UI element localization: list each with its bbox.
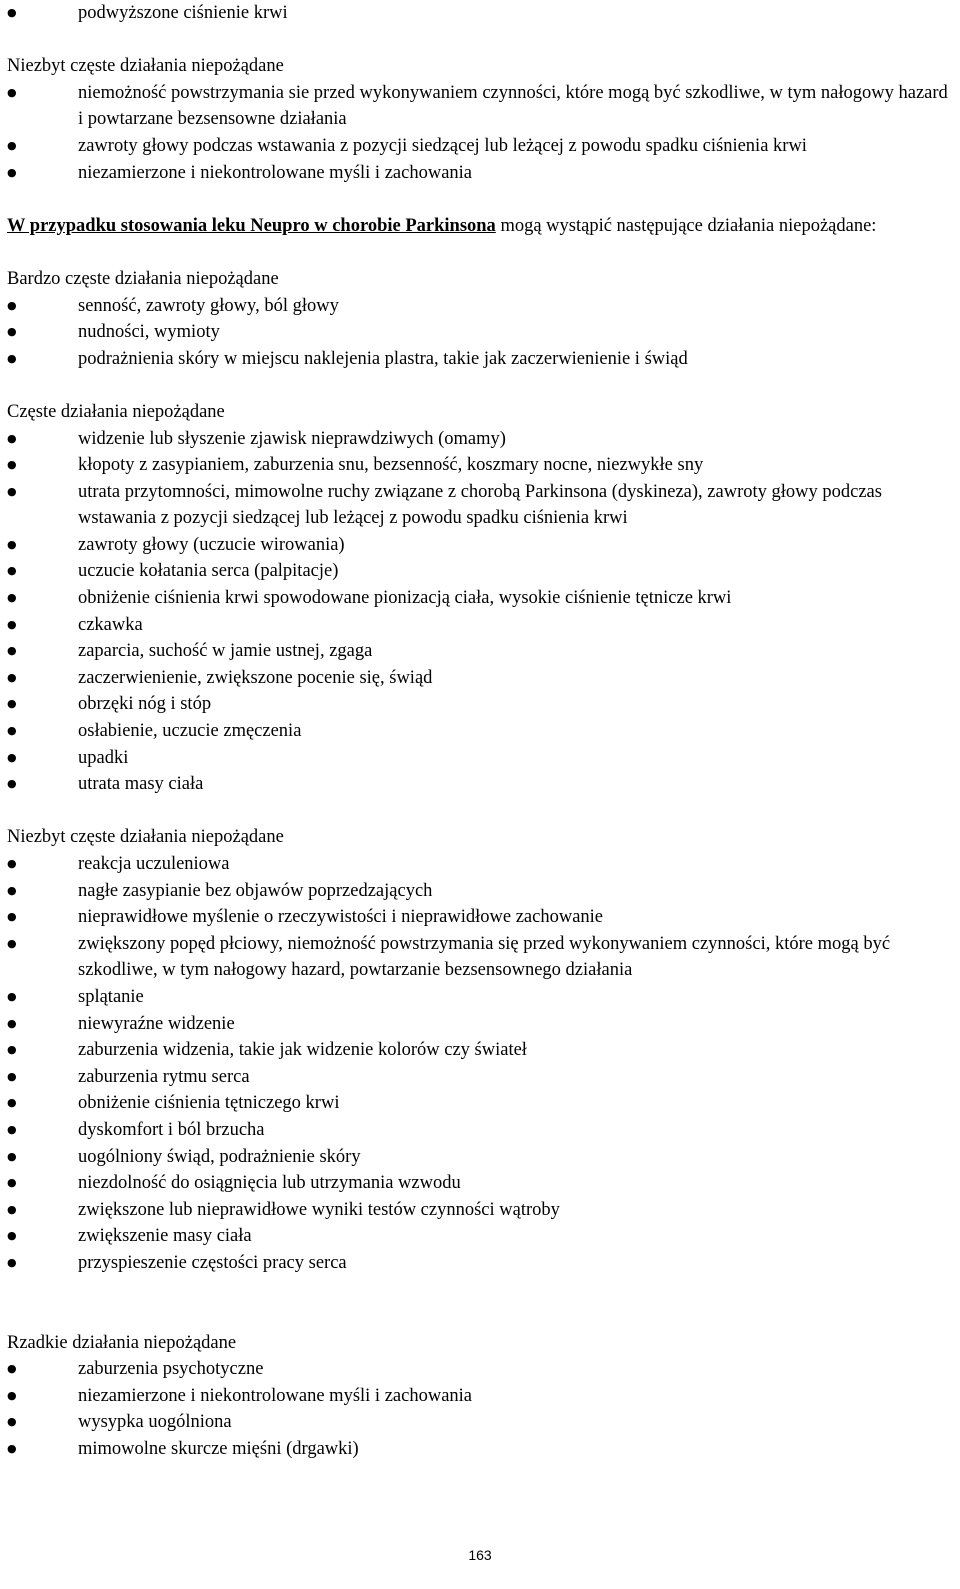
- list-item-text: kłopoty z zasypianiem, zaburzenia snu, bezsenność, koszmary nocne, niezwykłe sny: [78, 455, 704, 476]
- list-item-text: zawroty głowy podczas wstawania z pozycji siedzącej lub leżącej z powodu spadku ciśnienia krwi: [78, 135, 807, 156]
- rare-list: [7, 1356, 952, 1462]
- bullet-icon: ●: [7, 1415, 17, 1429]
- list-item: [7, 1436, 952, 1463]
- list-item: [7, 1144, 952, 1171]
- bullet-icon: ●: [7, 138, 17, 152]
- bullet-icon: ●: [7, 1096, 17, 1110]
- list-item: [7, 771, 952, 798]
- bullet-icon: ●: [7, 644, 17, 658]
- list-item-text: czkawka: [78, 614, 143, 635]
- parkinson-paragraph-emphasis: W przypadku stosowania leku Neupro w chorobie Parkinsona: [7, 215, 496, 236]
- list-item-text: zaburzenia widzenia, takie jak widzenie kolorów czy świateł: [78, 1040, 527, 1061]
- list-item: [7, 133, 952, 160]
- bullet-icon: ●: [7, 1176, 17, 1190]
- bullet-icon: ●: [7, 670, 17, 684]
- bullet-icon: ●: [7, 1441, 17, 1455]
- list-item-text: zaczerwienienie, zwiększone pocenie się, świąd: [78, 667, 433, 688]
- uncommon-1-list: [7, 80, 952, 186]
- list-item: [7, 1383, 952, 1410]
- list-item: [7, 585, 952, 612]
- bullet-icon: ●: [7, 936, 17, 950]
- list-item: [7, 1011, 952, 1038]
- list-item: [7, 1223, 952, 1250]
- list-item: [7, 452, 952, 479]
- list-item-text: mimowolne skurcze mięśni (drgawki): [78, 1438, 359, 1459]
- bullet-icon: ●: [7, 617, 17, 631]
- list-item: [7, 612, 952, 639]
- bullet-icon: ●: [7, 777, 17, 791]
- bullet-icon: ●: [7, 1362, 17, 1376]
- list-item-text: podrażnienia skóry w miejscu naklejenia plastra, takie jak zaczerwienienie i świąd: [78, 348, 688, 369]
- list-item-text: upadki: [78, 747, 129, 768]
- list-item: [7, 745, 952, 772]
- list-item: [7, 878, 952, 905]
- list-item: [7, 1170, 952, 1197]
- list-item-text: utrata masy ciała: [78, 774, 204, 795]
- bullet-icon: ●: [7, 6, 17, 19]
- bullet-icon: ●: [7, 1122, 17, 1136]
- list-item: [7, 1117, 952, 1144]
- bullet-icon: ●: [7, 591, 17, 605]
- list-item: [7, 718, 952, 745]
- bullet-icon: ●: [7, 165, 17, 179]
- list-item: [7, 1090, 952, 1117]
- list-item-text: widzenie lub słyszenie zjawisk nieprawdziwych (omamy): [78, 428, 506, 449]
- section-rare: [7, 1330, 952, 1463]
- list-item: [7, 984, 952, 1011]
- list-item-text: wysypka uogólniona: [78, 1412, 232, 1433]
- common-list: [7, 426, 952, 798]
- list-item: [7, 931, 952, 984]
- bullet-icon: ●: [7, 351, 17, 365]
- list-item-text: zaburzenia rytmu serca: [78, 1066, 250, 1087]
- bullet-icon: ●: [7, 1388, 17, 1402]
- list-item: [7, 1250, 952, 1277]
- bullet-icon: ●: [7, 857, 17, 870]
- document-page: [7, 0, 952, 1462]
- list-item-text: uczucie kołatania serca (palpitacje): [78, 561, 339, 582]
- list-item: [7, 293, 952, 320]
- list-item-text: nagłe zasypianie bez objawów poprzedzających: [78, 880, 433, 901]
- section-common: [7, 399, 952, 798]
- list-item-text: zaparcia, suchość w jamie ustnej, zgaga: [78, 641, 373, 662]
- list-item-text: senność, zawroty głowy, ból głowy: [78, 295, 339, 316]
- bullet-icon: ●: [7, 910, 17, 924]
- very-common-list: [7, 293, 952, 373]
- list-item-text: utrata przytomności, mimowolne ruchy związane z chorobą Parkinsona (dyskineza), zawroty głowy podczas wstawania z pozycji siedzącej lub leżącej z powodu spadku ciśnienia krwi: [78, 481, 882, 529]
- list-item: [7, 558, 952, 585]
- bullet-icon: ●: [7, 298, 17, 312]
- bullet-icon: ●: [7, 1149, 17, 1163]
- bullet-icon: ●: [7, 325, 17, 339]
- list-item: [7, 1037, 952, 1064]
- list-item: [7, 1409, 952, 1436]
- list-item-text: nudności, wymioty: [78, 322, 220, 343]
- bullet-icon: ●: [7, 1255, 17, 1269]
- section-heading: Rzadkie działania niepożądane: [7, 1332, 237, 1353]
- bullet-icon: ●: [7, 697, 17, 711]
- parkinson-paragraph: [7, 213, 952, 240]
- list-item: [7, 0, 952, 27]
- list-item-text: przyspieszenie częstości pracy serca: [78, 1252, 347, 1273]
- parkinson-paragraph-rest: mogą wystąpić następujące działania niepożądane:: [495, 215, 877, 236]
- list-item: [7, 426, 952, 453]
- bullet-icon: ●: [7, 484, 17, 498]
- bullet-icon: ●: [7, 1043, 17, 1057]
- section-heading: Niezbyt częste działania niepożądane: [7, 827, 284, 848]
- list-item-text: niezdolność do osiągnięcia lub utrzymania wzwodu: [78, 1173, 461, 1194]
- list-item: [7, 346, 952, 373]
- list-item: [7, 851, 952, 878]
- section-heading: Bardzo częste działania niepożądane: [7, 268, 279, 289]
- page-number: 163: [468, 1547, 492, 1563]
- list-item-text: obrzęki nóg i stóp: [78, 694, 212, 715]
- list-item-text: niezamierzone i niekontrolowane myśli i zachowania: [78, 1385, 473, 1406]
- list-item-text: nieprawidłowe myślenie o rzeczywistości i nieprawidłowe zachowanie: [78, 907, 604, 928]
- list-item-text: podwyższone ciśnienie krwi: [78, 3, 288, 23]
- section-uncommon-2: [7, 824, 952, 1276]
- list-item: [7, 80, 952, 133]
- bullet-icon: ●: [7, 750, 17, 764]
- bullet-icon: ●: [7, 989, 17, 1003]
- list-item-text: zwiększone lub nieprawidłowe wyniki testów czynności wątroby: [78, 1199, 560, 1220]
- list-item-text: zwiększenie masy ciała: [78, 1226, 252, 1247]
- list-item: [7, 532, 952, 559]
- bullet-icon: ●: [7, 564, 17, 578]
- bullet-icon: ●: [7, 537, 17, 551]
- list-item-text: zaburzenia psychotyczne: [78, 1359, 264, 1380]
- list-item-text: reakcja uczuleniowa: [78, 854, 230, 874]
- list-item: [7, 691, 952, 718]
- list-item: [7, 319, 952, 346]
- intro-list: [7, 0, 952, 27]
- bullet-icon: ●: [7, 1229, 17, 1243]
- list-item-text: zwiększony popęd płciowy, niemożność powstrzymania się przed wykonywaniem czynności, które mogą być szkodliwe, w tym nałogowy hazard, powtarzanie bezsensownego działania: [78, 933, 891, 981]
- list-item: [7, 1356, 952, 1383]
- list-item: [7, 479, 952, 532]
- list-item: [7, 1064, 952, 1091]
- list-item-text: obniżenie ciśnienia krwi spowodowane pionizacją ciała, wysokie ciśnienie tętnicze krwi: [78, 588, 732, 609]
- list-item-text: uogólniony świąd, podrażnienie skóry: [78, 1146, 361, 1167]
- section-uncommon-1: [7, 53, 952, 186]
- list-item-text: niezamierzone i niekontrolowane myśli i zachowania: [78, 162, 473, 183]
- list-item-text: zawroty głowy (uczucie wirowania): [78, 534, 345, 555]
- list-item-text: dyskomfort i ból brzucha: [78, 1119, 265, 1140]
- bullet-icon: ●: [7, 1202, 17, 1216]
- section-heading: Niezbyt częste działania niepożądane: [7, 56, 284, 77]
- list-item-text: splątanie: [78, 986, 144, 1007]
- bullet-icon: ●: [7, 883, 17, 897]
- section-very-common: [7, 266, 952, 372]
- list-item-text: obniżenie ciśnienia tętniczego krwi: [78, 1093, 340, 1114]
- list-item-text: niemożność powstrzymania sie przed wykonywaniem czynności, które mogą być szkodliwe, w tym nałogowy hazard i powtarzane bezsensowne działania: [78, 82, 948, 130]
- bullet-icon: ●: [7, 458, 17, 472]
- section-heading: Częste działania niepożądane: [7, 401, 225, 422]
- bullet-icon: ●: [7, 724, 17, 738]
- list-item-text: niewyraźne widzenie: [78, 1013, 235, 1034]
- bullet-icon: ●: [7, 1069, 17, 1083]
- list-item: [7, 904, 952, 931]
- list-item: [7, 638, 952, 665]
- list-item: [7, 160, 952, 187]
- list-item: [7, 665, 952, 692]
- uncommon-2-list: [7, 851, 952, 1277]
- bullet-icon: ●: [7, 1016, 17, 1030]
- bullet-icon: ●: [7, 85, 17, 99]
- bullet-icon: ●: [7, 431, 17, 445]
- list-item: [7, 1197, 952, 1224]
- list-item-text: osłabienie, uczucie zmęczenia: [78, 721, 302, 742]
